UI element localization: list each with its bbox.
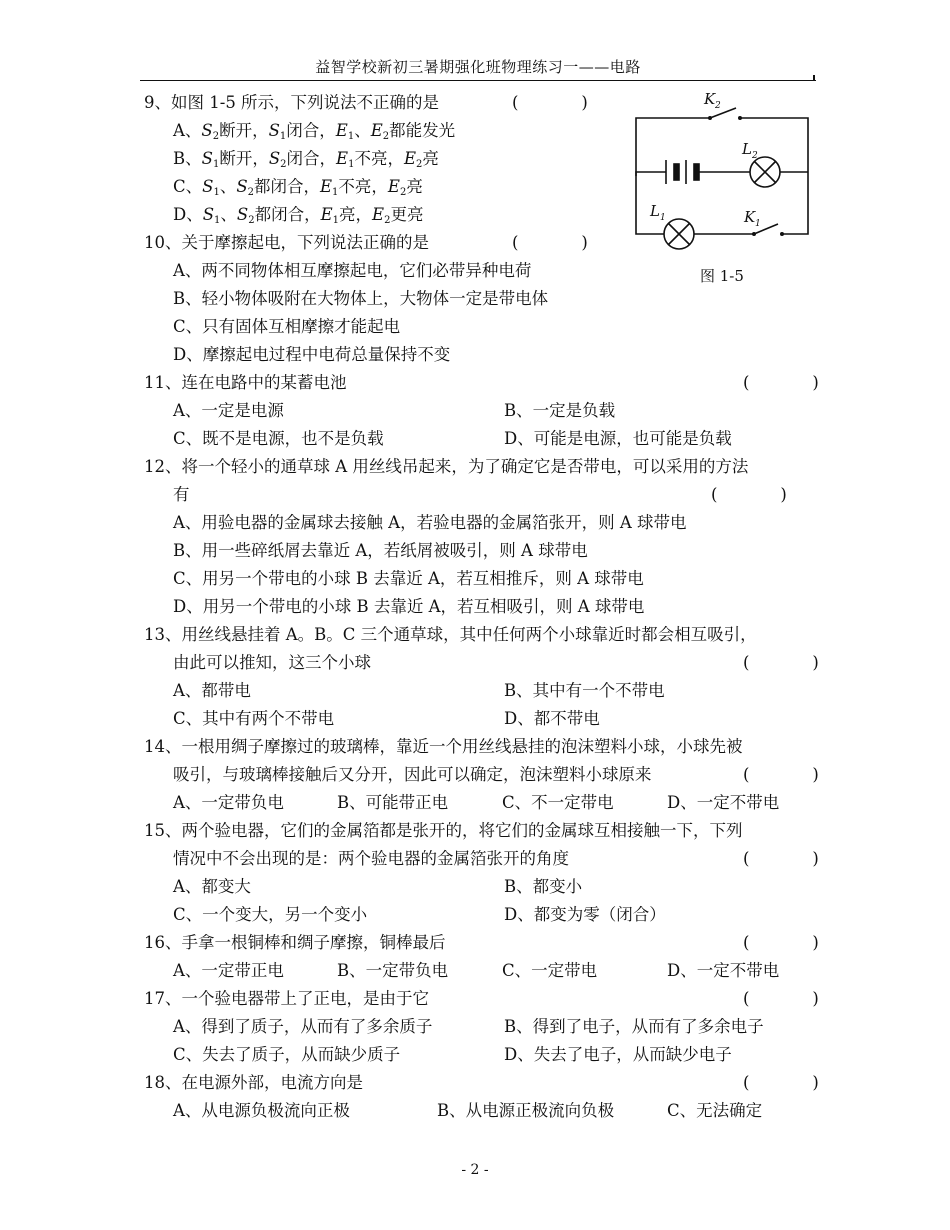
q17-option-c: C、失去了质子，从而缺少质子 — [173, 1045, 401, 1064]
q18-stem: 18、在电源外部，电流方向是 — [144, 1073, 363, 1092]
q11-answer-paren: ( ) — [743, 373, 819, 392]
q13-answer-paren: ( ) — [743, 653, 819, 672]
q17-option-a: A、得到了质子，从而有了多余质子 — [173, 1017, 433, 1036]
q11-option-b: B、一定是负载 — [504, 401, 616, 420]
svg-text:1: 1 — [755, 219, 761, 229]
q16-option-a: A、一定带正电 — [173, 961, 284, 980]
q12-answer-paren: ( ) — [711, 485, 787, 504]
q16-option-b: B、一定带负电 — [337, 961, 449, 980]
q11-option-a: A、一定是电源 — [173, 401, 284, 420]
q17-option-d: D、失去了电子，从而缺少电子 — [504, 1045, 732, 1064]
q12-stem-cont: 有 — [173, 485, 190, 504]
circuit-wire-battery-left — [636, 172, 666, 176]
q12-option-c: C、用另一个带电的小球 B 去靠近 A，若互相推斥，则 A 球带电 — [173, 569, 644, 588]
figure-caption: 图 1-5 — [700, 267, 744, 285]
q9-option-c: C、$S_1$、$S_2$都闭合，$E_1$不亮，$E_2$亮 — [173, 177, 423, 198]
label-l1: L — [650, 202, 660, 220]
q13-option-a: A、都带电 — [173, 681, 251, 700]
q18-answer-paren: ( ) — [743, 1073, 819, 1092]
q14-answer-paren: ( ) — [743, 765, 819, 784]
q10-option-d: D、摩擦起电过程中电荷总量保持不变 — [173, 345, 451, 364]
q15-option-c: C、一个变大，另一个变小 — [173, 905, 368, 924]
q14-stem-cont: 吸引，与玻璃棒接触后又分开，因此可以确定，泡沫塑料小球原来 — [173, 765, 652, 784]
q10-stem: 10、关于摩擦起电，下列说法正确的是 — [144, 233, 429, 252]
q12-option-a: A、用验电器的金属球去接触 A，若验电器的金属箔张开，则 A 球带电 — [173, 513, 687, 532]
q12-option-b: B、用一些碎纸屑去靠近 A，若纸屑被吸引，则 A 球带电 — [173, 541, 588, 560]
q14-option-a: A、一定带负电 — [173, 793, 284, 812]
q16-stem: 16、手拿一根铜棒和绸子摩擦，铜棒最后 — [144, 933, 446, 952]
battery-short-plate-2 — [694, 164, 699, 180]
q12-option-d: D、用另一个带电的小球 B 去靠近 A，若互相吸引，则 A 球带电 — [173, 597, 645, 616]
q15-option-d: D、都变为零（闭合） — [504, 905, 666, 924]
q17-answer-paren: ( ) — [743, 989, 819, 1008]
q16-answer-paren: ( ) — [743, 933, 819, 952]
q17-stem: 17、一个验电器带上了正电，是由于它 — [144, 989, 429, 1008]
q9-answer-paren: ( ) — [512, 93, 588, 112]
q18-option-c: C、无法确定 — [667, 1101, 763, 1120]
q14-option-c: C、不一定带电 — [502, 793, 614, 812]
label-l2: L — [742, 140, 752, 158]
q10-option-a: A、两不同物体相互摩擦起电，它们必带异种电荷 — [173, 261, 532, 280]
svg-text:1: 1 — [660, 213, 666, 223]
label-k2: K — [704, 90, 716, 108]
q9-option-d: D、$S_1$、$S_2$都闭合，$E_1$亮，$E_2$更亮 — [173, 205, 424, 226]
circuit-wire-bottom-right — [782, 172, 808, 234]
label-k1: K — [744, 208, 756, 226]
q9-option-b: B、$S_1$断开，$S_2$闭合，$E_1$不亮，$E_2$亮 — [173, 149, 439, 170]
q14-stem: 14、一根用绸子摩擦过的玻璃棒，靠近一个用丝线悬挂的泡沫塑料小球，小球先被 — [144, 737, 743, 756]
q17-option-b: B、得到了电子，从而有了多余电子 — [504, 1017, 764, 1036]
page-number: - 2 - — [461, 1162, 489, 1178]
q9-stem: 9、如图 1-5 所示，下列说法不正确的是 — [144, 93, 440, 112]
q9-option-a: A、$S_2$断开，$S_1$闭合，$E_1$、$E_2$都能发光 — [173, 121, 456, 142]
q10-answer-paren: ( ) — [512, 233, 588, 252]
page-header: 益智学校新初三暑期强化班物理练习一——电路 — [315, 58, 641, 76]
svg-text:2: 2 — [752, 151, 758, 161]
q18-option-a: A、从电源负极流向正极 — [173, 1101, 350, 1120]
q13-option-c: C、其中有两个不带电 — [173, 709, 335, 728]
q11-option-c: C、既不是电源，也不是负载 — [173, 429, 384, 448]
q15-stem-cont: 情况中不会出现的是：两个验电器的金属箔张开的角度 — [173, 849, 569, 868]
circuit-figure — [632, 88, 812, 258]
q11-option-d: D、可能是电源，也可能是负载 — [504, 429, 732, 448]
q12-stem: 12、将一个轻小的通草球 A 用丝线吊起来，为了确定它是否带电，可以采用的方法 — [144, 457, 749, 476]
q16-option-d: D、一定不带电 — [667, 961, 780, 980]
q15-stem: 15、两个验电器，它们的金属箔都是张开的，将它们的金属球互相接触一下，下列 — [144, 821, 743, 840]
q14-option-d: D、一定不带电 — [667, 793, 780, 812]
q10-option-c: C、只有固体互相摩擦才能起电 — [173, 317, 401, 336]
battery-short-plate — [674, 164, 679, 180]
q18-option-b: B、从电源正极流向负极 — [437, 1101, 615, 1120]
q13-stem: 13、用丝线悬挂着 A。B。C 三个通草球，其中任何两个小球靠近时都会相互吸引， — [144, 625, 757, 644]
q13-stem-cont: 由此可以推知，这三个小球 — [173, 653, 371, 672]
q13-option-b: B、其中有一个不带电 — [504, 681, 665, 700]
q15-option-a: A、都变大 — [173, 877, 251, 896]
q14-option-b: B、可能带正电 — [337, 793, 449, 812]
q11-stem: 11、连在电路中的某蓄电池 — [144, 373, 347, 392]
q15-option-b: B、都变小 — [504, 877, 583, 896]
switch-k2-blade — [710, 108, 736, 118]
q10-option-b: B、轻小物体吸附在大物体上，大物体一定是带电体 — [173, 289, 549, 308]
svg-text:2: 2 — [715, 101, 721, 111]
q15-answer-paren: ( ) — [743, 849, 819, 868]
q16-option-c: C、一定带电 — [502, 961, 598, 980]
q13-option-d: D、都不带电 — [504, 709, 600, 728]
